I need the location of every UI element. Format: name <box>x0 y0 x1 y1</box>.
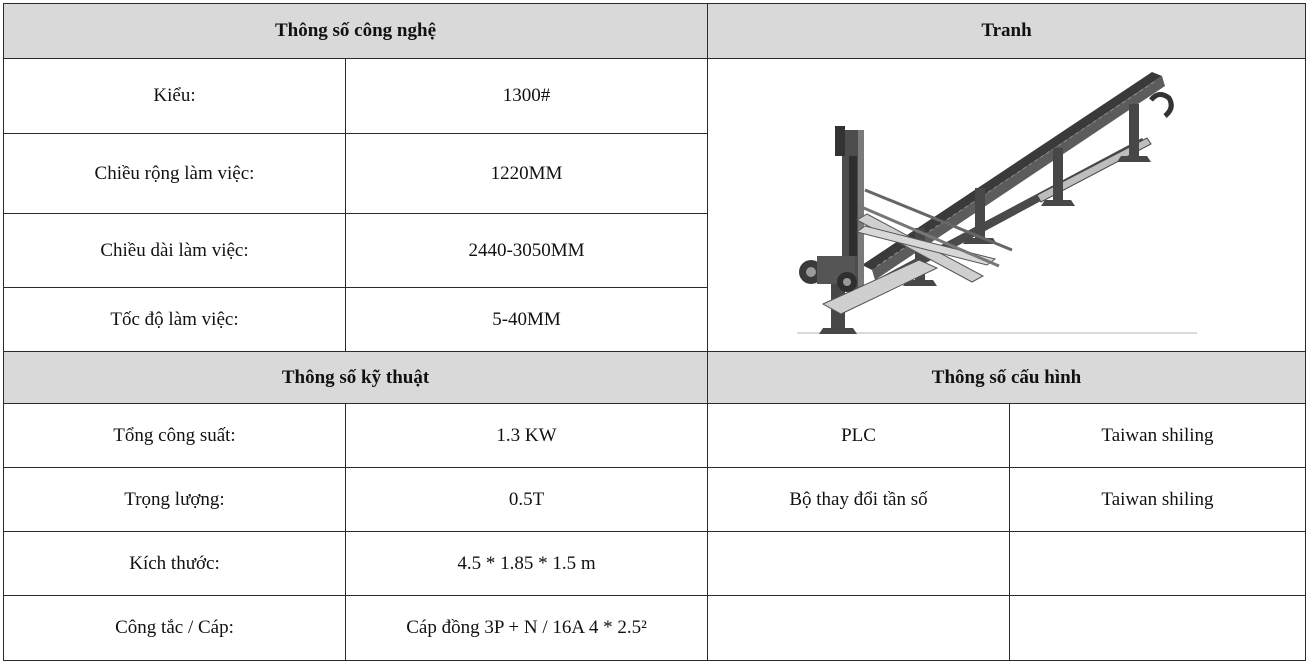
config-brand-plc: Taiwan shiling <box>1009 403 1306 468</box>
tech-label-model: Kiểu: <box>3 58 346 134</box>
config-brand-empty-2 <box>1009 595 1306 661</box>
spec-label-weight: Trọng lượng: <box>3 467 346 532</box>
tech-label-working-speed: Tốc độ làm việc: <box>3 287 346 352</box>
spec-value-dimensions: 4.5 * 1.85 * 1.5 m <box>345 531 708 596</box>
spec-label-total-power: Tổng công suất: <box>3 403 346 468</box>
spec-label-dimensions: Kích thước: <box>3 531 346 596</box>
picture-header: Tranh <box>707 3 1306 59</box>
machine-picture-cell <box>707 58 1306 352</box>
spec-label-switch-cable: Công tắc / Cáp: <box>3 595 346 661</box>
config-brand-inverter: Taiwan shiling <box>1009 467 1306 532</box>
config-item-empty-1 <box>707 531 1010 596</box>
specs-header: Thông số kỹ thuật <box>3 351 708 404</box>
tech-params-header: Thông số công nghệ <box>3 3 708 59</box>
machine-gantry-illustration-icon <box>787 60 1227 350</box>
tech-label-working-width: Chiều rộng làm việc: <box>3 133 346 214</box>
spec-table <box>3 3 1306 661</box>
config-item-plc: PLC <box>707 403 1010 468</box>
tech-label-working-length: Chiều dài làm việc: <box>3 213 346 288</box>
config-item-inverter: Bộ thay đổi tần số <box>707 467 1010 532</box>
tech-value-working-length: 2440-3050MM <box>345 213 708 288</box>
config-header: Thông số cấu hình <box>707 351 1306 404</box>
tech-value-working-width: 1220MM <box>345 133 708 214</box>
tech-value-working-speed: 5-40MM <box>345 287 708 352</box>
tech-value-model: 1300# <box>345 58 708 134</box>
spec-value-total-power: 1.3 KW <box>345 403 708 468</box>
spec-value-switch-cable: Cáp đồng 3P + N / 16A 4 * 2.5² <box>345 595 708 661</box>
spec-value-weight: 0.5T <box>345 467 708 532</box>
config-brand-empty-1 <box>1009 531 1306 596</box>
config-item-empty-2 <box>707 595 1010 661</box>
